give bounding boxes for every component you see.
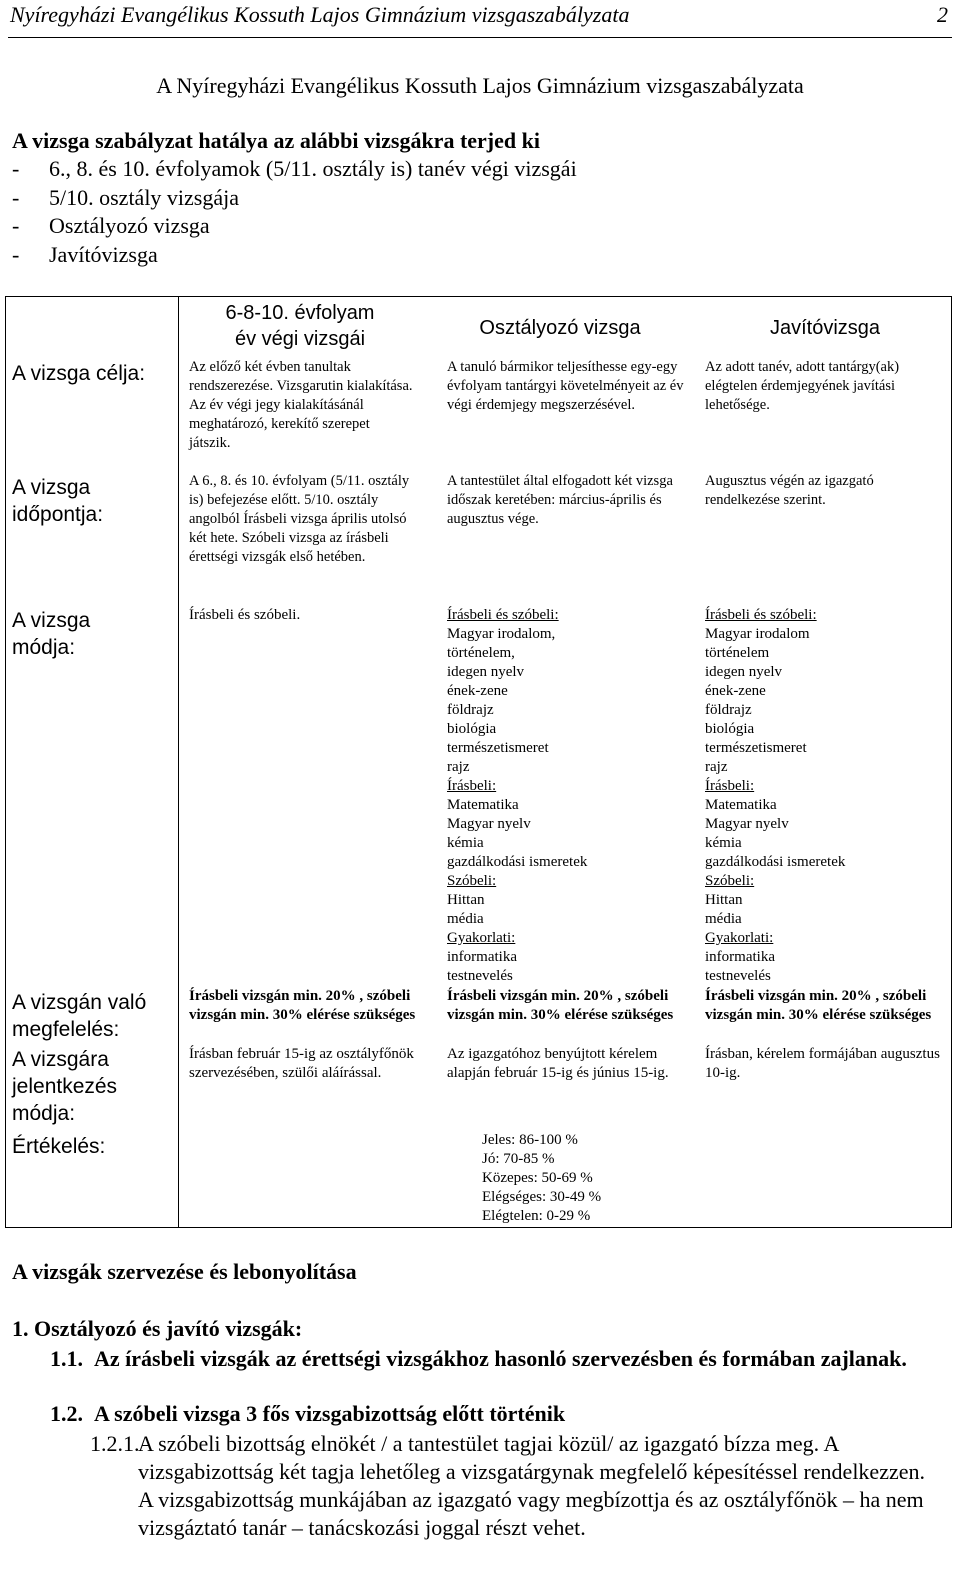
mode-classifying: Írásbeli és szóbeli: Magyar irodalom, történelem, idegen nyelv ének-zene földrajz biológia természetismeret rajz Írásbeli: Matematika Magyar nyelv kémia gazdálkodási ismeretek Szóbeli: Hittan média Gyakorlati: informatika testnevelés <box>447 607 588 984</box>
grade-item: Elégtelen: 0-29 % <box>482 1208 591 1224</box>
section-1-title: 1. Osztályozó és javító vizsgák: <box>12 1316 303 1341</box>
header-divider <box>8 37 952 38</box>
grade-item: Közepes: 50-69 % <box>482 1170 593 1186</box>
list-item: - Javítóvizsga <box>12 241 158 267</box>
row-label-pass: A vizsgán való megfelelés: <box>12 991 147 1041</box>
time-retake: Augusztus végén az igazgató rendelkezése szerint. <box>705 473 874 508</box>
purpose-yearend: Az előző két évben tanultak rendszerezése. Vizsgarutin kialakítása. Az év végi jegy kialakításánál meghatározó, kerekítő szerepet játszik. <box>189 359 413 451</box>
section-1-2-1: 1.2.1. A szóbeli bizottság elnökét / a tantestület tagjai közül/ az igazgató bízza meg. A vizsgabizottság két tagja lehetőleg a vizsgatárgynak megfelelő képesítéssel rendelkezzen. A vizsgabizottság munkájában az igazgató vagy megbízottja és az osztályfőnök – ha nem vizsgáztató tanár – tanácskozási joggal részt vehet. <box>90 1430 940 1570</box>
purpose-classifying: A tanuló bármikor teljesíthesse egy-egy évfolyam tantárgyi követelményeit az év végi érdemjegy megszerzésével. <box>447 359 684 413</box>
grade-item: Jeles: 86-100 % <box>482 1132 578 1148</box>
pass-retake: Írásbeli vizsgán min. 20% , szóbeli vizsgán min. 30% elérése szükséges <box>705 988 932 1023</box>
row-label-mode: A vizsga módja: <box>12 609 91 659</box>
table-border <box>5 296 6 1228</box>
document-title: A Nyíregyházi Evangélikus Kossuth Lajos Gimnázium vizsgaszabályzata <box>156 73 804 98</box>
apply-retake: Írásban, kérelem formájában augusztus 10-ig. <box>705 1046 940 1081</box>
apply-yearend: Írásban február 15-ig az osztályfőnök szervezésében, szülői aláírással. <box>189 1046 414 1081</box>
mode-yearend: Írásbeli és szóbeli. <box>189 607 301 623</box>
column-header-retake: Javítóvizsga <box>769 317 881 339</box>
column-header-yearend: 6-8-10. évfolyam év végi vizsgái <box>225 302 375 350</box>
grade-item: Jó: 70-85 % <box>482 1151 555 1167</box>
row-label-purpose: A vizsga célja: <box>12 362 146 385</box>
time-yearend: A 6., 8. és 10. évfolyam (5/11. osztály is) befejezése előtt. 5/10. osztály angolból Írásbeli vizsga április utolsó két hete. Szóbeli vizsga az írásbeli érettségi vizsgák első hetében. <box>189 473 410 565</box>
row-label-time: A vizsga időpontja: <box>12 476 104 526</box>
table-border <box>5 1227 951 1228</box>
mode-retake: Írásbeli és szóbeli: Magyar irodalom történelem idegen nyelv ének-zene földrajz biológia természetismeret rajz Írásbeli: Matematika Magyar nyelv kémia gazdálkodási ismeretek Szóbeli: Hittan média Gyakorlati: informatika testnevelés <box>705 607 846 984</box>
list-item: - Osztályozó vizsga <box>12 213 210 238</box>
page-number: 2 <box>937 2 948 27</box>
row-label-apply: A vizsgára jelentkezés módja: <box>12 1048 118 1125</box>
grade-item: Elégséges: 30-49 % <box>482 1189 602 1205</box>
running-header-title: Nyíregyházi Evangélikus Kossuth Lajos Gimnázium vizsgaszabályzata <box>10 2 630 27</box>
scope-list <box>12 155 577 269</box>
pass-yearend: Írásbeli vizsgán min. 20% , szóbeli vizsgán min. 30% elérése szükséges <box>189 988 416 1023</box>
apply-classifying: Az igazgatóhoz benyújtott kérelem alapján február 15-ig és június 15-ig. <box>447 1046 669 1081</box>
section-heading: A vizsgák szervezése és lebonyolítása <box>12 1259 357 1284</box>
paragraph: A vizsgabizottság munkájában az igazgató vagy megbízottja és az osztályfőnök – ha nem vizsgáztató tanár – tanácskozási joggal részt vehet. <box>138 1487 924 1540</box>
pass-classifying: Írásbeli vizsgán min. 20% , szóbeli vizsgán min. 30% elérése szükséges <box>447 988 674 1023</box>
scope-heading: A vizsga szabályzat hatálya az alábbi vizsgákra terjed ki <box>12 128 540 153</box>
table-border <box>5 296 951 297</box>
list-item: - 5/10. osztály vizsgája <box>12 184 240 210</box>
purpose-retake: Az adott tanév, adott tantárgy(ak) elégtelen érdemjegyének javítási lehetősége. <box>705 359 900 413</box>
table-border <box>178 296 179 1228</box>
time-classifying: A tantestület által elfogadott két vizsga időszak keretében: március-április és augusztus vége. <box>447 473 673 527</box>
column-header-classifying: Osztályozó vizsga <box>479 317 641 339</box>
paragraph: A szóbeli bizottság elnökét / a tantestület tagjai közül/ az igazgató bízza meg. A vizsgabizottság két tagja lehetőleg a vizsgatárgynak megfelelő képesítéssel rendelkezzen. <box>138 1431 925 1484</box>
grading-scale <box>482 1131 722 1226</box>
row-label-grading: Értékelés: <box>12 1135 106 1158</box>
section-1-1: 1.1. Az írásbeli vizsgák az érettségi vizsgákhoz hasonló szervezésben és formában zajlanak. <box>50 1346 907 1371</box>
section-1-2: 1.2. A szóbeli vizsga 3 fős vizsgabizottság előtt történik <box>50 1401 566 1426</box>
list-item: - 6., 8. és 10. évfolyamok (5/11. osztály is) tanév végi vizsgái <box>12 156 577 181</box>
table-border <box>951 296 952 1228</box>
